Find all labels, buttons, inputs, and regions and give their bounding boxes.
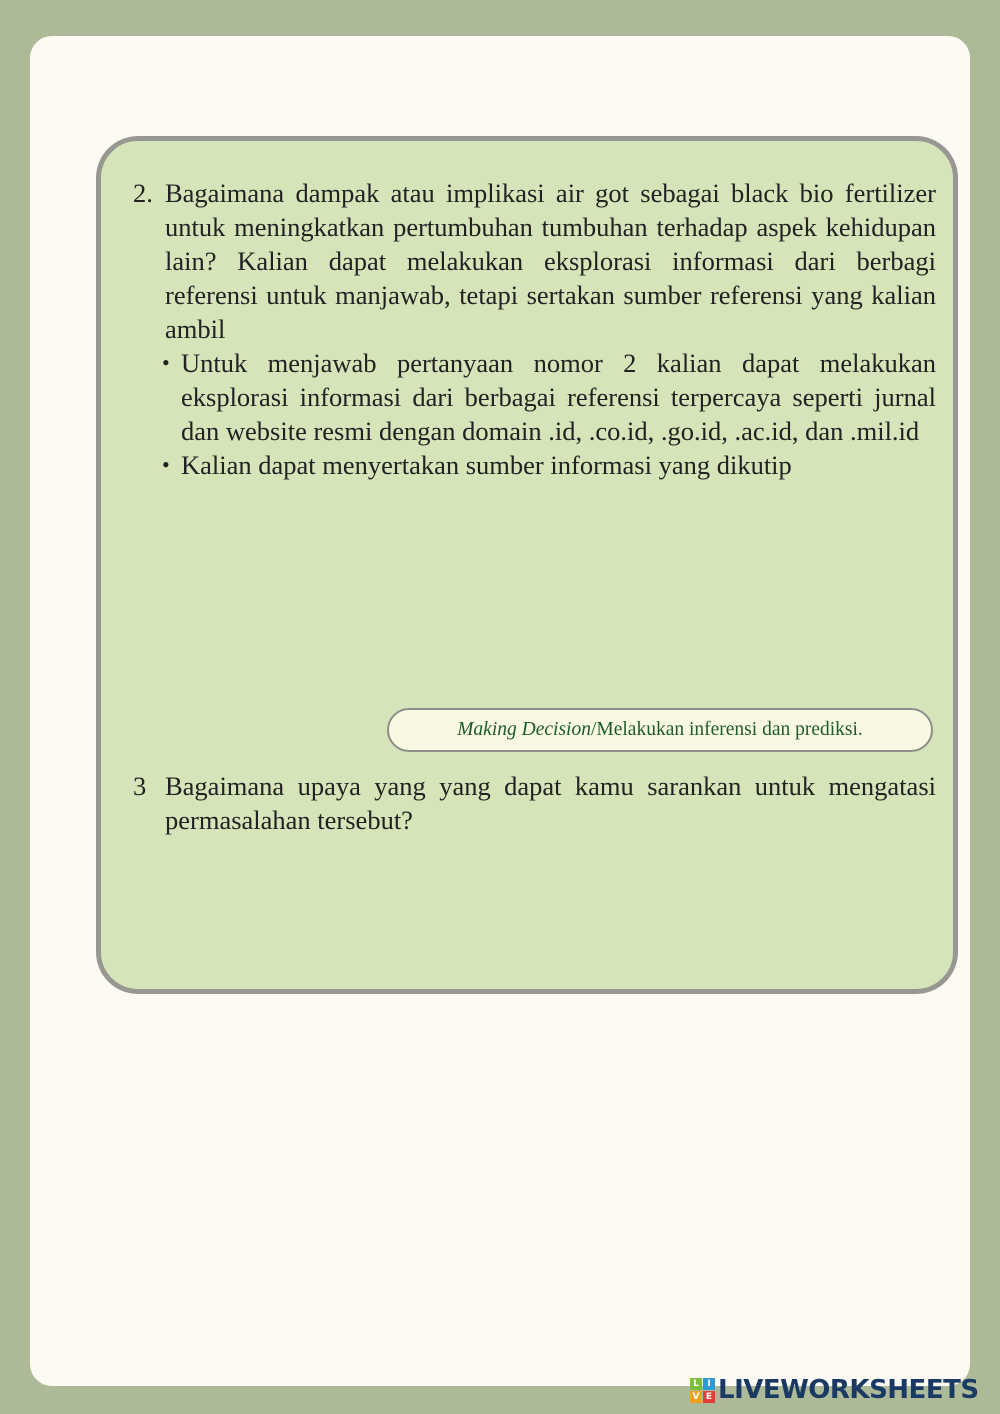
question-text: Bagaimana dampak atau implikasi air got sebagai black bio fertilizer untuk meningkatkan pertumbuhan tumbuhan terhadap aspek kehidupan lain? Kalian dapat melakukan eksplorasi informasi dari berbagi referensi untuk manjawab, tetapi sertakan sumber referensi yang kalian ambil	[165, 178, 936, 344]
question-panel	[96, 136, 958, 994]
logo-mark-letter: V	[690, 1391, 702, 1403]
logo-mark-letter: E	[703, 1391, 715, 1403]
hint-item	[162, 346, 936, 448]
skill-badge	[387, 708, 933, 752]
logo-mark-letter: I	[703, 1378, 715, 1390]
logo-text: LIVEWORKSHEETS	[718, 1375, 979, 1405]
logo-mark-icon	[690, 1378, 715, 1403]
badge-separator: /	[590, 719, 597, 740]
question-number: 2.	[133, 178, 153, 208]
badge-label: Melakukan inferensi dan prediksi.	[596, 719, 863, 740]
bullet-icon: •	[162, 452, 170, 477]
hint-text: Untuk menjawab pertanyaan nomor 2 kalian dapat melakukan eksplorasi informasi dari berbagai referensi terpercaya seperti jurnal dan website resmi dengan domain .id, .co.id, .go.id, .ac.id, dan .mil.id	[181, 348, 936, 446]
question-3	[133, 769, 936, 837]
hint-item	[162, 448, 936, 482]
question-number: 3	[133, 771, 147, 801]
question-text: Bagaimana upaya yang yang dapat kamu sarankan untuk mengatasi permasalahan tersebut?	[165, 771, 936, 835]
worksheet-page	[30, 36, 970, 1386]
logo-mark-letter: L	[690, 1378, 702, 1390]
question-2	[133, 176, 936, 482]
liveworksheets-logo	[690, 1373, 979, 1407]
bullet-icon: •	[162, 350, 170, 375]
badge-italic-label: Making Decision	[457, 719, 591, 740]
hint-text: Kalian dapat menyertakan sumber informasi yang dikutip	[181, 450, 792, 480]
hint-list	[133, 346, 936, 482]
